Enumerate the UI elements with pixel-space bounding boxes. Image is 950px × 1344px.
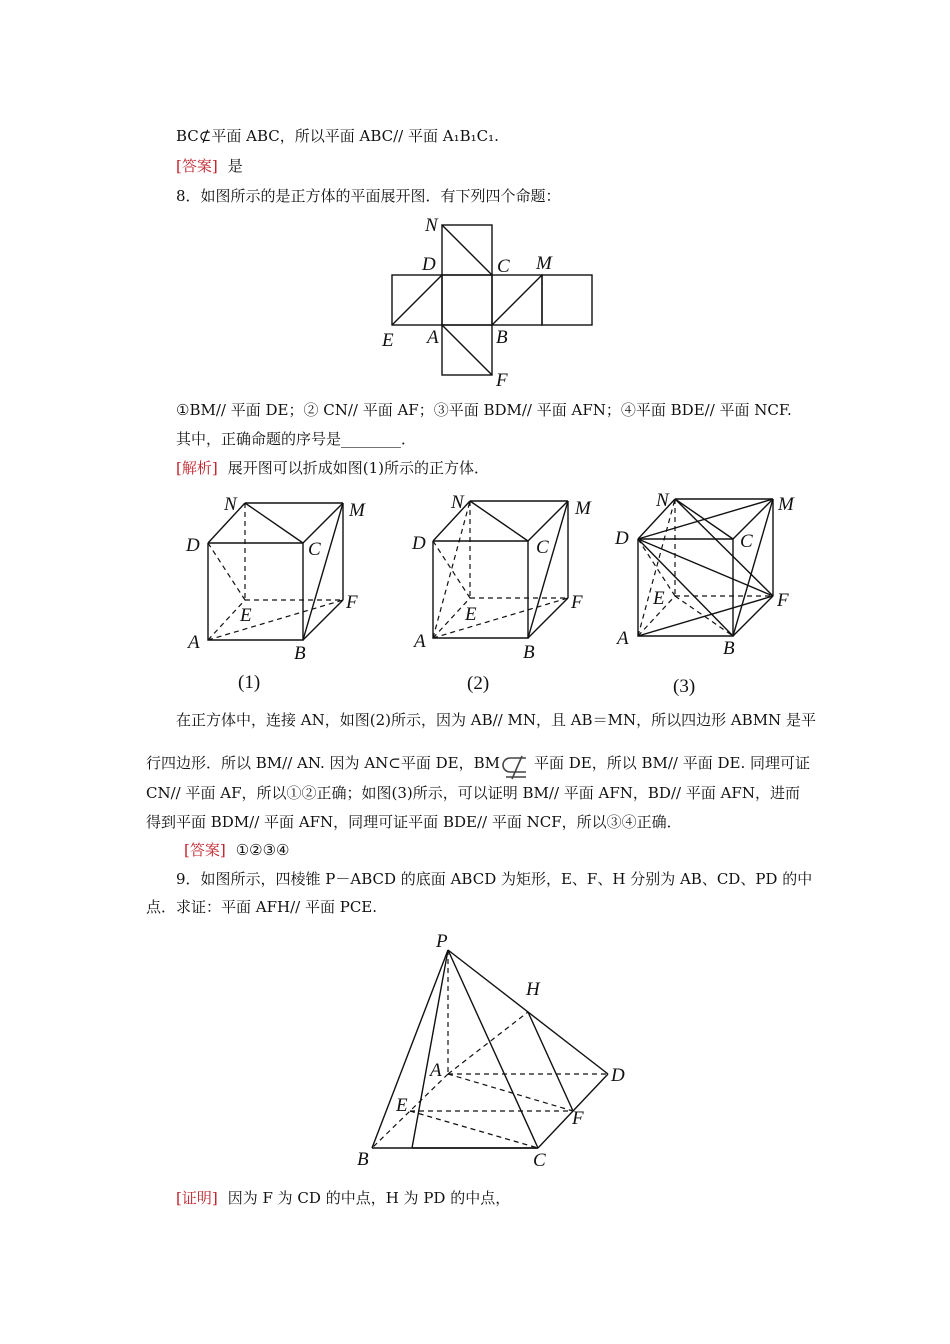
analysis-line: [176, 458, 950, 478]
net-label-e: E: [382, 330, 394, 351]
cube1-label-f: F: [346, 592, 358, 613]
cube-figure-3: [610, 484, 810, 699]
cube3-label-d: D: [615, 528, 629, 549]
cube2-label-c: C: [536, 537, 549, 558]
which-correct: 其中，正确命题的序号是________．: [176, 430, 417, 448]
answer-8-tag: [答案]: [184, 841, 226, 859]
cube3-label-n: N: [656, 490, 669, 511]
cube1-label-a: A: [188, 632, 200, 653]
cube3-label-f: F: [777, 590, 789, 611]
propositions: ①BM// 平面 DE；② CN// 平面 AF；③平面 BDM// 平面 AFN；④平面 BDE// 平面 NCF.: [176, 401, 792, 419]
text-line-1: BC⊄平面 ABC，所以平面 ABC// 平面 A₁B₁C₁.: [176, 127, 499, 145]
answer-8-text: ①②③④: [235, 841, 290, 859]
pyramid-label-h: H: [526, 979, 540, 1000]
cube1-label-b: B: [294, 643, 306, 664]
net-label-b: B: [496, 327, 508, 348]
net-label-a: A: [427, 327, 439, 348]
cube2-label-b: B: [523, 642, 535, 663]
cube2-label-d: D: [412, 533, 426, 554]
cube2-label-f: F: [571, 592, 583, 613]
cube1-label-n: N: [224, 494, 237, 515]
pyramid-label-e: E: [396, 1095, 408, 1116]
paragraph-line-1: 在正方体中，连接 AN，如图(2)所示，因为 AB// MN，且 AB＝MN，所以四边形 ABMN 是平: [176, 711, 816, 729]
cube2-label-a: A: [414, 631, 426, 652]
paragraph-line-2a: 行四边形．所以 BM// AN. 因为 AN⊂平面 DE，BM: [146, 754, 500, 772]
question-9-line-2: 点．求证：平面 AFH// 平面 PCE.: [146, 898, 378, 916]
caption-2: (2): [467, 673, 490, 694]
proof-line: [176, 1188, 950, 1208]
pyramid-label-p: P: [436, 931, 448, 952]
caption-3: (3): [673, 676, 696, 697]
question-9-line-1: 9．如图所示，四棱锥 P－ABCD 的底面 ABCD 为矩形，E、F、H 分别为 AB、CD、PD 的中: [176, 870, 813, 888]
proof-text: 因为 F 为 CD 的中点，H 为 PD 的中点，: [227, 1189, 511, 1207]
net-label-n: N: [425, 215, 438, 236]
pyramid-label-f: F: [572, 1108, 584, 1129]
paragraph-line-2: [146, 753, 950, 773]
cube3-label-e: E: [653, 588, 665, 609]
answer-tag: [答案]: [176, 157, 218, 175]
analysis-tag: [解析]: [176, 459, 218, 477]
cube1-label-c: C: [308, 539, 321, 560]
cube1-label-d: D: [186, 535, 200, 556]
pyramid-label-c: C: [533, 1150, 546, 1171]
cube3-label-b: B: [723, 638, 735, 659]
paragraph-line-4: 得到平面 BDM// 平面 AFN，同理可证平面 BDE// 平面 NCF，所以③④正确．: [146, 813, 682, 831]
answer-text: 是: [227, 157, 243, 175]
cube1-label-e: E: [240, 605, 252, 626]
cube-figure-2: [405, 486, 605, 696]
cube2-label-e: E: [465, 604, 477, 625]
net-label-m: M: [536, 253, 552, 274]
cube-figure-1: [180, 488, 380, 698]
cube3-label-a: A: [617, 628, 629, 649]
net-label-f: F: [496, 370, 508, 391]
answer-7-line: [176, 156, 950, 176]
net-label-d: D: [422, 254, 436, 275]
cube-net-figure: [370, 208, 610, 392]
pyramid-figure: [350, 930, 640, 1175]
cube1-label-m: M: [349, 500, 365, 521]
pyramid-label-d: D: [611, 1065, 625, 1086]
proof-tag: [证明]: [176, 1189, 218, 1207]
analysis-text: 展开图可以折成如图(1)所示的正方体．: [227, 459, 489, 477]
answer-8-line: [184, 840, 950, 860]
caption-1: (1): [238, 672, 261, 693]
cube3-label-c: C: [740, 531, 753, 552]
cube2-label-m: M: [575, 498, 591, 519]
cube2-label-n: N: [451, 492, 464, 513]
net-label-c: C: [497, 256, 510, 277]
paragraph-line-3: CN// 平面 AF，所以①②正确；如图(3)所示，可以证明 BM// 平面 AFN，BD// 平面 AFN，进而: [146, 784, 800, 802]
question-8: 8．如图所示的是正方体的平面展开图．有下列四个命题：: [176, 187, 561, 205]
pyramid-label-a: A: [430, 1060, 442, 1081]
paragraph-line-2b: 平面 DE，所以 BM// 平面 DE. 同理可证: [533, 754, 811, 772]
cube3-label-m: M: [778, 494, 794, 515]
pyramid-label-b: B: [357, 1149, 369, 1170]
